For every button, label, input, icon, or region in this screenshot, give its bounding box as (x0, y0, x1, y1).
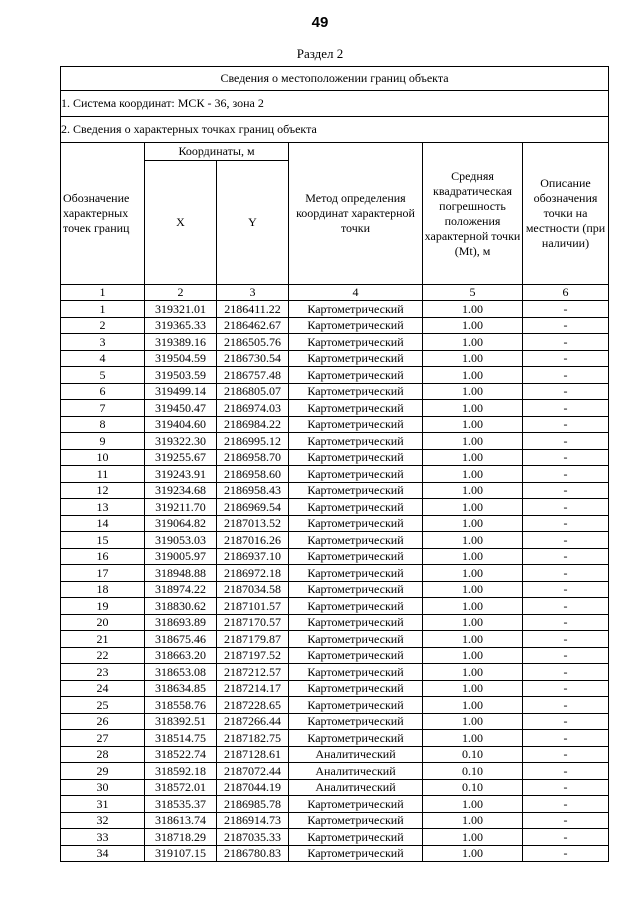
error: 1.00 (423, 631, 523, 648)
table-row (61, 400, 609, 417)
method: Картометрический (289, 482, 423, 499)
error: 1.00 (423, 614, 523, 631)
coord-x: 318663.20 (145, 647, 217, 664)
description: - (523, 680, 609, 697)
error: 1.00 (423, 845, 523, 862)
table-row (61, 664, 609, 681)
error: 1.00 (423, 317, 523, 334)
coord-x: 318653.08 (145, 664, 217, 681)
coord-x: 318718.29 (145, 829, 217, 846)
description: - (523, 730, 609, 747)
point-number: 28 (61, 746, 145, 763)
method: Картометрический (289, 730, 423, 747)
coord-y: 2187016.26 (217, 532, 289, 549)
point-number: 27 (61, 730, 145, 747)
table-row (61, 301, 609, 318)
point-number: 20 (61, 614, 145, 631)
error: 0.10 (423, 746, 523, 763)
point-number: 24 (61, 680, 145, 697)
header-x: X (145, 161, 217, 285)
coord-y: 2187212.57 (217, 664, 289, 681)
table-row (61, 367, 609, 384)
method: Картометрический (289, 812, 423, 829)
point-number: 10 (61, 449, 145, 466)
coord-x: 318514.75 (145, 730, 217, 747)
method: Картометрический (289, 631, 423, 648)
table-row (61, 746, 609, 763)
description: - (523, 614, 609, 631)
coord-y: 2186937.10 (217, 548, 289, 565)
table-row (61, 581, 609, 598)
table-row (61, 796, 609, 813)
error: 1.00 (423, 647, 523, 664)
error: 1.00 (423, 416, 523, 433)
coord-y: 2187214.17 (217, 680, 289, 697)
coord-x: 318948.88 (145, 565, 217, 582)
table-row (61, 598, 609, 615)
coord-x: 318572.01 (145, 779, 217, 796)
point-number: 17 (61, 565, 145, 582)
table-row (61, 779, 609, 796)
method: Картометрический (289, 367, 423, 384)
method: Картометрический (289, 334, 423, 351)
coord-y: 2186958.60 (217, 466, 289, 483)
point-number: 7 (61, 400, 145, 417)
point-number: 1 (61, 301, 145, 318)
point-number: 25 (61, 697, 145, 714)
method: Картометрический (289, 614, 423, 631)
error: 1.00 (423, 796, 523, 813)
table-row (61, 845, 609, 862)
header-coordinates: Координаты, м (145, 143, 289, 161)
method: Картометрический (289, 301, 423, 318)
description: - (523, 350, 609, 367)
description: - (523, 664, 609, 681)
method: Картометрический (289, 433, 423, 450)
description: - (523, 631, 609, 648)
coord-x: 319211.70 (145, 499, 217, 516)
table-row (61, 515, 609, 532)
method: Картометрический (289, 532, 423, 549)
table-row (61, 631, 609, 648)
description: - (523, 598, 609, 615)
table-row (61, 829, 609, 846)
header-error: Средняя квадратическая погрешность положения характерной точки (Mt), м (423, 143, 523, 285)
error: 1.00 (423, 301, 523, 318)
point-number: 31 (61, 796, 145, 813)
error: 1.00 (423, 383, 523, 400)
coord-y: 2186914.73 (217, 812, 289, 829)
description: - (523, 647, 609, 664)
description: - (523, 317, 609, 334)
table-row (61, 730, 609, 747)
description: - (523, 779, 609, 796)
description: - (523, 763, 609, 780)
coord-y: 2187179.87 (217, 631, 289, 648)
coord-x: 319503.59 (145, 367, 217, 384)
method: Аналитический (289, 763, 423, 780)
coord-y: 2186969.54 (217, 499, 289, 516)
description: - (523, 548, 609, 565)
method: Картометрический (289, 515, 423, 532)
header-description: Описание обозначения точки на местности (при наличии) (523, 143, 609, 285)
error: 1.00 (423, 515, 523, 532)
coord-x: 319322.30 (145, 433, 217, 450)
point-number: 30 (61, 779, 145, 796)
method: Картометрический (289, 499, 423, 516)
table-row (61, 499, 609, 516)
description: - (523, 449, 609, 466)
coord-y: 2186411.22 (217, 301, 289, 318)
header-designation: Обозначение характерных точек границ (61, 143, 145, 285)
point-number: 16 (61, 548, 145, 565)
description: - (523, 367, 609, 384)
coord-y: 2186972.18 (217, 565, 289, 582)
coord-y: 2187170.57 (217, 614, 289, 631)
error: 1.00 (423, 713, 523, 730)
table-row (61, 466, 609, 483)
error: 1.00 (423, 565, 523, 582)
description: - (523, 499, 609, 516)
column-number: 6 (523, 285, 609, 301)
description: - (523, 845, 609, 862)
points-body (61, 301, 609, 862)
coord-x: 318592.18 (145, 763, 217, 780)
method: Картометрический (289, 350, 423, 367)
coord-y: 2186984.22 (217, 416, 289, 433)
table-row (61, 647, 609, 664)
table-title: Сведения о местоположении границ объекта (61, 67, 609, 91)
point-number: 23 (61, 664, 145, 681)
coord-y: 2187044.19 (217, 779, 289, 796)
method: Картометрический (289, 845, 423, 862)
description: - (523, 713, 609, 730)
error: 1.00 (423, 466, 523, 483)
coord-y: 2186995.12 (217, 433, 289, 450)
point-number: 3 (61, 334, 145, 351)
point-number: 34 (61, 845, 145, 862)
coord-x: 319107.15 (145, 845, 217, 862)
point-number: 11 (61, 466, 145, 483)
error: 1.00 (423, 449, 523, 466)
boundary-points-table (60, 66, 609, 862)
coord-y: 2186505.76 (217, 334, 289, 351)
coord-y: 2186757.48 (217, 367, 289, 384)
point-number: 14 (61, 515, 145, 532)
table-row (61, 334, 609, 351)
method: Картометрический (289, 598, 423, 615)
coord-x: 319389.16 (145, 334, 217, 351)
points-heading: 2. Сведения о характерных точках границ объекта (61, 117, 609, 143)
method: Картометрический (289, 416, 423, 433)
description: - (523, 482, 609, 499)
page-number: 49 (311, 14, 329, 31)
coord-x: 318522.74 (145, 746, 217, 763)
coord-x: 318392.51 (145, 713, 217, 730)
coord-x: 319504.59 (145, 350, 217, 367)
coord-y: 2186780.83 (217, 845, 289, 862)
point-number: 22 (61, 647, 145, 664)
coord-y: 2186974.03 (217, 400, 289, 417)
coord-y: 2187101.57 (217, 598, 289, 615)
error: 1.00 (423, 532, 523, 549)
coord-x: 318693.89 (145, 614, 217, 631)
description: - (523, 581, 609, 598)
method: Картометрический (289, 317, 423, 334)
table-row (61, 680, 609, 697)
method: Картометрический (289, 647, 423, 664)
point-number: 26 (61, 713, 145, 730)
table-row (61, 482, 609, 499)
error: 1.00 (423, 581, 523, 598)
table-row (61, 812, 609, 829)
method: Картометрический (289, 548, 423, 565)
error: 1.00 (423, 367, 523, 384)
point-number: 9 (61, 433, 145, 450)
coord-y: 2187266.44 (217, 713, 289, 730)
point-number: 5 (61, 367, 145, 384)
point-number: 8 (61, 416, 145, 433)
coord-y: 2186958.43 (217, 482, 289, 499)
coord-y: 2187072.44 (217, 763, 289, 780)
coord-x: 319450.47 (145, 400, 217, 417)
coord-y: 2186958.70 (217, 449, 289, 466)
method: Картометрический (289, 697, 423, 714)
coord-x: 319499.14 (145, 383, 217, 400)
method: Картометрический (289, 713, 423, 730)
coord-x: 318613.74 (145, 812, 217, 829)
description: - (523, 812, 609, 829)
column-number-row (61, 285, 609, 301)
method: Картометрический (289, 565, 423, 582)
coord-x: 319005.97 (145, 548, 217, 565)
table-row (61, 383, 609, 400)
description: - (523, 697, 609, 714)
column-number: 2 (145, 285, 217, 301)
coord-x: 319365.33 (145, 317, 217, 334)
coord-x: 318558.76 (145, 697, 217, 714)
table-row (61, 697, 609, 714)
method: Картометрический (289, 466, 423, 483)
point-number: 12 (61, 482, 145, 499)
error: 1.00 (423, 482, 523, 499)
point-number: 21 (61, 631, 145, 648)
error: 1.00 (423, 812, 523, 829)
error: 1.00 (423, 664, 523, 681)
description: - (523, 466, 609, 483)
header-y: Y (217, 161, 289, 285)
method: Картометрический (289, 383, 423, 400)
error: 1.00 (423, 499, 523, 516)
description: - (523, 565, 609, 582)
coord-y: 2186462.67 (217, 317, 289, 334)
column-number: 3 (217, 285, 289, 301)
table-row (61, 317, 609, 334)
point-number: 18 (61, 581, 145, 598)
coord-x: 318675.46 (145, 631, 217, 648)
column-number: 4 (289, 285, 423, 301)
coord-y: 2187182.75 (217, 730, 289, 747)
coord-y: 2186730.54 (217, 350, 289, 367)
table-row (61, 565, 609, 582)
description: - (523, 796, 609, 813)
method: Картометрический (289, 680, 423, 697)
coord-x: 319321.01 (145, 301, 217, 318)
table-row (61, 350, 609, 367)
description: - (523, 433, 609, 450)
point-number: 4 (61, 350, 145, 367)
error: 1.00 (423, 697, 523, 714)
table-row (61, 548, 609, 565)
column-number: 5 (423, 285, 523, 301)
error: 1.00 (423, 680, 523, 697)
coord-system: 1. Система координат: МСК - 36, зона 2 (61, 91, 609, 117)
column-number: 1 (61, 285, 145, 301)
error: 1.00 (423, 548, 523, 565)
description: - (523, 532, 609, 549)
method: Аналитический (289, 746, 423, 763)
error: 1.00 (423, 400, 523, 417)
coord-x: 319064.82 (145, 515, 217, 532)
coord-y: 2187013.52 (217, 515, 289, 532)
point-number: 15 (61, 532, 145, 549)
coord-x: 318535.37 (145, 796, 217, 813)
description: - (523, 829, 609, 846)
coord-y: 2186805.07 (217, 383, 289, 400)
coord-y: 2186985.78 (217, 796, 289, 813)
point-number: 19 (61, 598, 145, 615)
description: - (523, 400, 609, 417)
point-number: 29 (61, 763, 145, 780)
error: 1.00 (423, 730, 523, 747)
point-number: 33 (61, 829, 145, 846)
point-number: 32 (61, 812, 145, 829)
error: 0.10 (423, 763, 523, 780)
coord-x: 318974.22 (145, 581, 217, 598)
description: - (523, 334, 609, 351)
point-number: 2 (61, 317, 145, 334)
coord-x: 319234.68 (145, 482, 217, 499)
method: Картометрический (289, 829, 423, 846)
coord-x: 318830.62 (145, 598, 217, 615)
table-row (61, 713, 609, 730)
coord-x: 319243.91 (145, 466, 217, 483)
method: Картометрический (289, 400, 423, 417)
coord-y: 2187128.61 (217, 746, 289, 763)
section-title: Раздел 2 (296, 46, 344, 61)
point-number: 13 (61, 499, 145, 516)
method: Картометрический (289, 796, 423, 813)
error: 1.00 (423, 433, 523, 450)
coord-y: 2187035.33 (217, 829, 289, 846)
method: Аналитический (289, 779, 423, 796)
table-row (61, 614, 609, 631)
coord-y: 2187034.58 (217, 581, 289, 598)
error: 1.00 (423, 829, 523, 846)
description: - (523, 416, 609, 433)
method: Картометрический (289, 449, 423, 466)
method: Картометрический (289, 581, 423, 598)
coord-x: 318634.85 (145, 680, 217, 697)
error: 1.00 (423, 598, 523, 615)
coord-x: 319255.67 (145, 449, 217, 466)
description: - (523, 746, 609, 763)
coord-x: 319404.60 (145, 416, 217, 433)
coord-y: 2187197.52 (217, 647, 289, 664)
point-number: 6 (61, 383, 145, 400)
table-row (61, 532, 609, 549)
method: Картометрический (289, 664, 423, 681)
table-row (61, 433, 609, 450)
description: - (523, 515, 609, 532)
coord-y: 2187228.65 (217, 697, 289, 714)
description: - (523, 383, 609, 400)
table-row (61, 763, 609, 780)
table-row (61, 449, 609, 466)
error: 1.00 (423, 334, 523, 351)
error: 1.00 (423, 350, 523, 367)
header-method: Метод определения координат характерной точки (289, 143, 423, 285)
description: - (523, 301, 609, 318)
table-row (61, 416, 609, 433)
coord-x: 319053.03 (145, 532, 217, 549)
error: 0.10 (423, 779, 523, 796)
